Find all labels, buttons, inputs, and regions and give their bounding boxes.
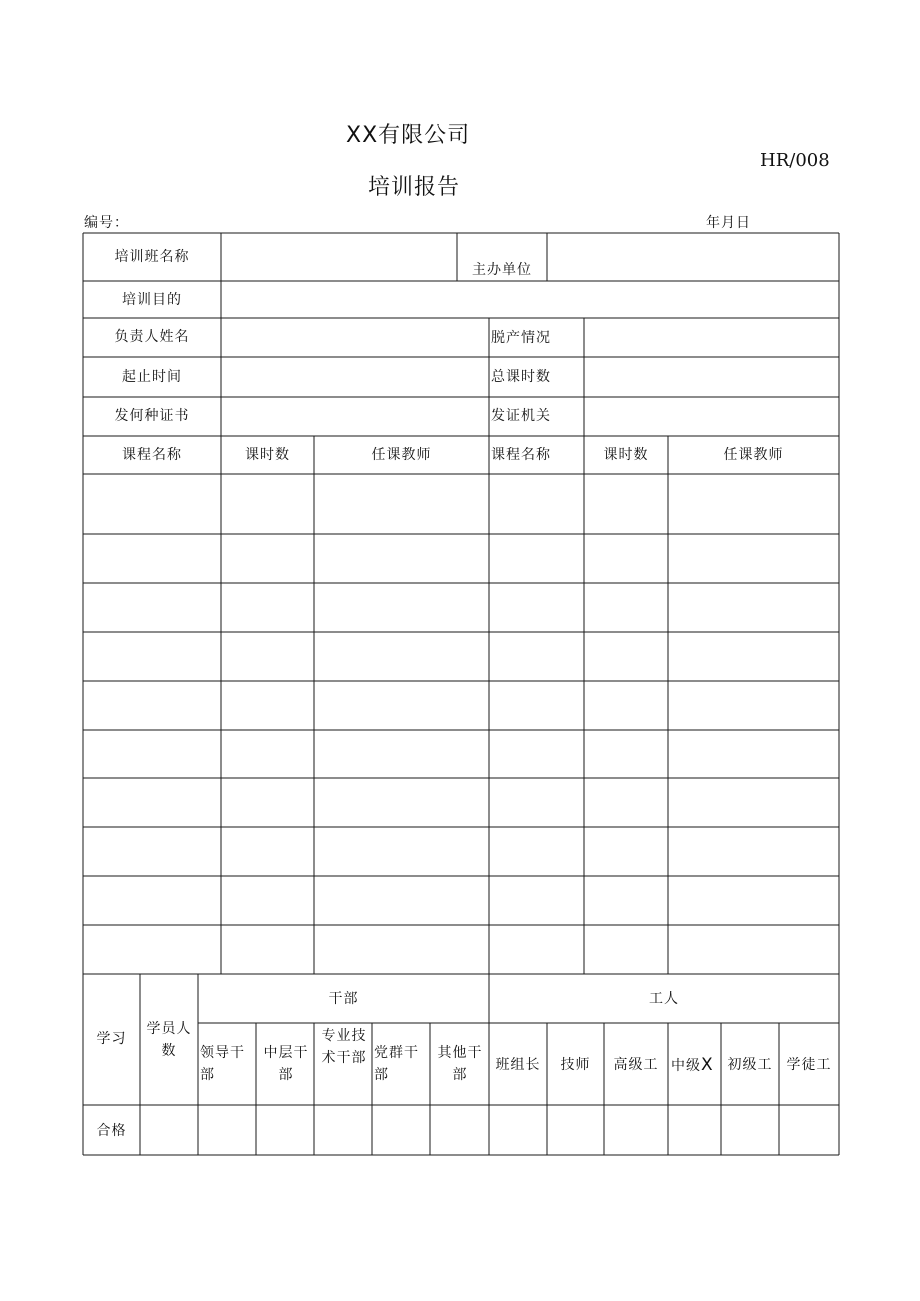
class-name-label: 培训班名称: [114, 249, 190, 265]
pass-label: 合格: [96, 1123, 127, 1139]
worker-apprentice-label: 学徒工: [786, 1057, 832, 1073]
worker-intermediate-label: [671, 1054, 713, 1077]
cadre-other-label: 其他干部: [437, 1045, 483, 1083]
manager-name-label: 负责人姓名: [114, 329, 190, 345]
company-title: XX有限公司: [346, 123, 471, 148]
offjob-status-label: 脱产情况: [491, 330, 551, 346]
x-mark: X: [701, 1055, 713, 1075]
purpose-label: 培训目的: [122, 292, 182, 308]
worker-intermediate-text: 中级: [671, 1058, 701, 1074]
number-label: 编号：: [84, 215, 129, 231]
cadre-group-label: 干部: [328, 991, 359, 1007]
period-label: 起止时间: [122, 369, 182, 385]
cadre-technical-label: 专业技术干部: [321, 1028, 367, 1066]
worker-senior-label: 高级工: [613, 1057, 659, 1073]
worker-group-label: 工人: [649, 991, 679, 1007]
worker-junior-label: 初级工: [727, 1057, 773, 1073]
teacher-header-left: 任课教师: [371, 447, 432, 463]
course-name-header-right: 课程名称: [491, 447, 551, 463]
hours-header-right: 课时数: [603, 447, 649, 463]
course-name-header-left: 课程名称: [122, 447, 182, 463]
worker-team-leader-label: 班组长: [495, 1057, 541, 1073]
document-code: HR/008: [760, 150, 830, 171]
study-label: 学习: [96, 1031, 127, 1047]
hours-header-left: 课时数: [245, 447, 290, 463]
cadre-party-label: 党群干部: [374, 1045, 419, 1083]
certificate-label: 发何种证书: [114, 408, 190, 424]
organizer-label: 主办单位: [472, 262, 532, 278]
cadre-leader-label: 领导干部: [200, 1045, 245, 1083]
cadre-middle-label: 中层干部: [263, 1045, 309, 1083]
total-hours-label: 总课时数: [491, 369, 551, 385]
date-label: 年月日: [706, 215, 751, 231]
worker-technician-label: 技师: [560, 1057, 591, 1073]
report-title: 培训报告: [368, 175, 461, 200]
teacher-header-right: 任课教师: [723, 447, 784, 463]
issuer-label: 发证机关: [491, 408, 551, 424]
trainee-count-label: 学员人数: [146, 1021, 192, 1059]
